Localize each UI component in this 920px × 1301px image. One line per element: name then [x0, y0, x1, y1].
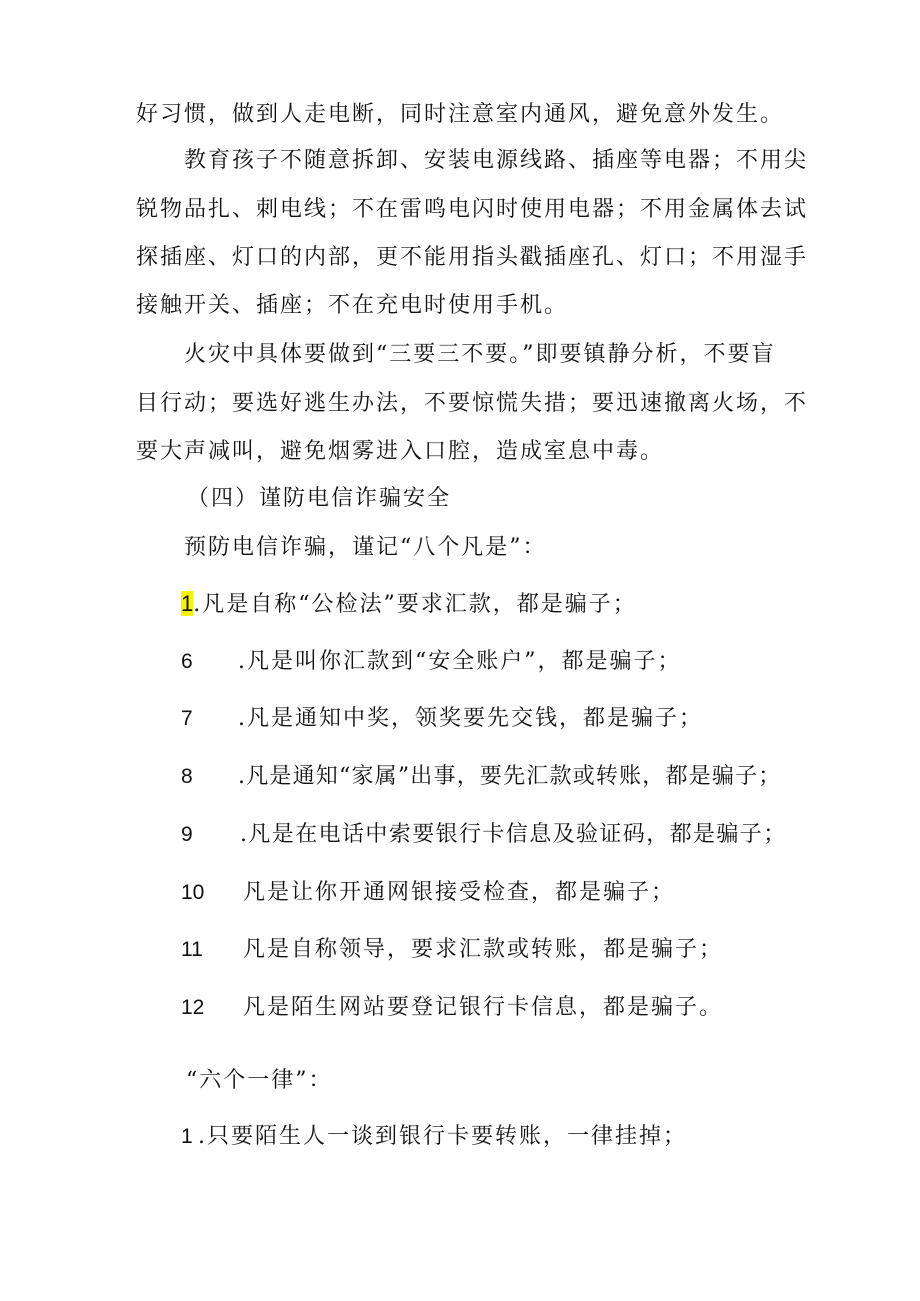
list-item-text: .凡是在电话中索要银行卡信息及验证码，都是骗子；	[240, 822, 787, 847]
list-item-number: 10	[181, 881, 205, 904]
list-item	[0, 993, 920, 1023]
list-item	[0, 935, 920, 965]
paragraph-line: 探插座、灯口的内部，更不能用指头戳插座孔、灯口；不用湿手	[136, 245, 809, 270]
list-item-text: 凡是让你开通网银接受检查，都是骗子；	[243, 880, 676, 905]
list-item-text: 凡是自称领导，要求汇款或转账，都是骗子；	[243, 937, 724, 962]
list-item-text: .只要陌生人一谈到银行卡要转账，一律挂掉；	[198, 1124, 687, 1149]
list-item-number: 12	[181, 996, 205, 1019]
list-item-text: 凡是陌生网站要登记银行卡信息，都是骗子。	[243, 995, 724, 1020]
list-item	[0, 704, 920, 734]
highlighted-number: 1	[181, 591, 194, 616]
paragraph-line: 要大声减叫，避免烟雾进入口腔，造成室息中毒。	[136, 439, 665, 464]
list-item-number: 1	[181, 1125, 193, 1148]
list-item-number: 6	[181, 650, 193, 673]
paragraph-line: 锐物品扎、刺电线；不在雷鸣电闪时使用电器；不用金属体去试	[136, 197, 809, 222]
list-item	[181, 589, 637, 619]
list-item	[0, 762, 920, 792]
section-heading: （四）谨防电信诈骗安全	[187, 486, 452, 511]
list-item-text: .凡是自称“公检法”要求汇款，都是骗子；	[193, 592, 637, 617]
list-item-text: .凡是叫你汇款到“安全账户”，都是骗子；	[238, 649, 682, 674]
list-item-number: 9	[181, 823, 193, 846]
list-item-text: .凡是通知“家属”出事，要先汇款或转账，都是骗子；	[238, 764, 782, 789]
list-item-number: 8	[181, 765, 193, 788]
list-intro: “六个一律”：	[186, 1068, 333, 1093]
list-item	[0, 1122, 920, 1152]
list-item-text: .凡是通知中奖，领奖要先交钱，都是骗子；	[238, 706, 703, 731]
list-item-number: 7	[181, 707, 193, 730]
paragraph-line: 接触开关、插座；不在充电时使用手机。	[136, 293, 569, 318]
paragraph-line: 目行动；要选好逃生办法，不要惊慌失措；要迅速撤离火场，不	[136, 391, 809, 416]
paragraph-line: 火灾中具体要做到“三要三不要。”即要镇静分析，不要盲	[184, 342, 776, 367]
list-item	[0, 878, 920, 908]
paragraph-line: 好习惯，做到人走电断，同时注意室内通风，避免意外发生。	[136, 102, 785, 127]
list-item-number: 11	[181, 938, 203, 961]
list-item	[0, 820, 920, 850]
list-item	[0, 647, 920, 677]
paragraph-line: 教育孩子不随意拆卸、安装电源线路、插座等电器；不用尖	[184, 148, 809, 173]
list-intro: 预防电信诈骗，谨记“八个凡是”：	[184, 535, 547, 560]
